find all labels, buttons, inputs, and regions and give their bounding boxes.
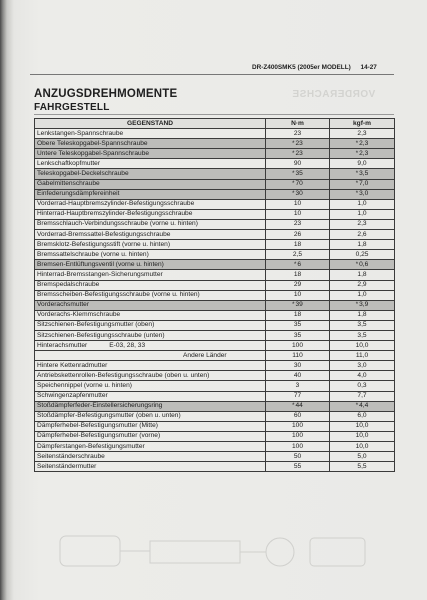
nm-cell bbox=[266, 341, 330, 351]
table-row bbox=[35, 300, 395, 310]
kgfm-value: * 0,6 bbox=[356, 261, 369, 268]
item-cell bbox=[35, 401, 266, 411]
table-row bbox=[35, 169, 395, 179]
nm-cell bbox=[266, 149, 330, 159]
torque-table bbox=[34, 118, 395, 472]
nm-value: 110 bbox=[292, 351, 303, 359]
item-cell bbox=[35, 411, 266, 421]
table-row bbox=[35, 431, 395, 441]
nm-cell bbox=[266, 442, 330, 452]
table-row bbox=[35, 139, 395, 149]
kgfm-value: * 2,3 bbox=[356, 150, 369, 157]
kgfm-cell bbox=[330, 129, 395, 139]
kgfm-cell bbox=[330, 230, 395, 240]
nm-cell bbox=[266, 452, 330, 462]
kgfm-value: 10,0 bbox=[355, 341, 369, 349]
kgfm-value: 2,3 bbox=[357, 129, 367, 137]
item-label: Bremssattelschraube (vorne u. hinten) bbox=[37, 250, 149, 258]
nm-value: 100 bbox=[291, 341, 303, 349]
kgfm-value: 3,0 bbox=[357, 361, 367, 369]
kgfm-value: 2,3 bbox=[357, 220, 367, 228]
item-label: Bremspedalschraube bbox=[37, 281, 100, 289]
kgfm-cell bbox=[330, 381, 395, 391]
nm-cell bbox=[266, 260, 330, 270]
item-label: Dämpferhebel-Befestigungsmutter (Mitte) bbox=[37, 422, 158, 430]
kgfm-cell bbox=[330, 452, 395, 462]
kgfm-value: 2,9 bbox=[357, 281, 367, 289]
kgfm-value: 2,6 bbox=[357, 230, 367, 238]
nm-value: 30 bbox=[293, 361, 302, 369]
kgfm-cell bbox=[330, 209, 395, 219]
nm-cell bbox=[266, 209, 330, 219]
nm-cell bbox=[266, 189, 330, 199]
item-cell bbox=[35, 270, 266, 280]
item-sublabel: E-03, 28, 33 bbox=[109, 341, 146, 349]
kgfm-cell bbox=[330, 361, 395, 371]
nm-cell bbox=[266, 290, 330, 300]
table-row bbox=[35, 330, 395, 340]
kgfm-cell bbox=[330, 240, 395, 250]
item-label: Gabelmittenschraube bbox=[37, 180, 100, 188]
kgfm-value: * 3,0 bbox=[356, 190, 369, 197]
table-row bbox=[35, 290, 395, 300]
nm-value: * 30 bbox=[292, 190, 303, 197]
nm-value: 2,5 bbox=[292, 250, 303, 258]
nm-cell bbox=[266, 270, 330, 280]
item-cell bbox=[35, 351, 266, 361]
nm-cell bbox=[266, 169, 330, 179]
item-label: Bremsklotz-Befestigungsstift (vorne u. hinten) bbox=[37, 240, 171, 248]
kgfm-value: * 7,0 bbox=[356, 180, 369, 187]
kgfm-cell bbox=[330, 411, 395, 421]
nm-cell bbox=[266, 361, 330, 371]
nm-value: 10 bbox=[293, 200, 302, 208]
kgfm-cell bbox=[330, 371, 395, 381]
item-label: Schwingenzapfenmutter bbox=[37, 392, 108, 400]
item-cell bbox=[35, 320, 266, 330]
nm-value: * 35 bbox=[292, 170, 303, 177]
nm-value: 10 bbox=[293, 210, 302, 218]
nm-cell bbox=[266, 139, 330, 149]
kgfm-cell bbox=[330, 330, 395, 340]
table-row bbox=[35, 411, 395, 421]
kgfm-value: 0,3 bbox=[357, 381, 367, 389]
item-label: Antriebskettenrollen-Befestigungsschraube (oben u. unten) bbox=[37, 371, 210, 379]
table-row bbox=[35, 341, 395, 351]
table-row bbox=[35, 199, 395, 209]
kgfm-value: 10,0 bbox=[355, 432, 369, 440]
table-row bbox=[35, 310, 395, 320]
nm-value: 10 bbox=[293, 291, 302, 299]
page-number: 14-27 bbox=[360, 64, 377, 71]
item-cell bbox=[35, 250, 266, 260]
column-header-nm: N·m bbox=[266, 119, 330, 129]
table-row bbox=[35, 250, 395, 260]
kgfm-cell bbox=[330, 421, 395, 431]
kgfm-cell bbox=[330, 270, 395, 280]
kgfm-value: * 3,9 bbox=[356, 301, 369, 308]
kgfm-cell bbox=[330, 401, 395, 411]
nm-cell bbox=[266, 240, 330, 250]
nm-cell bbox=[266, 129, 330, 139]
item-cell bbox=[35, 169, 266, 179]
item-label: Hinterrad-Hauptbremszylinder-Befestigungsschraube bbox=[37, 210, 193, 218]
kgfm-cell bbox=[330, 320, 395, 330]
model-label: DR-Z400SMK5 (2005er MODELL) bbox=[252, 64, 351, 71]
item-label: Dämpferhebel-Befestigungsmutter (vorne) bbox=[37, 432, 161, 440]
nm-value: 90 bbox=[293, 159, 302, 167]
item-label: Bremsen-Entlüftungsventil (vorne u. hinten) bbox=[37, 260, 164, 268]
kgfm-cell bbox=[330, 341, 395, 351]
item-label: Dämpferstangen-Befestigungsmutter bbox=[37, 442, 145, 450]
item-label: Bremsscheiben-Befestigungsschraube (vorne u. hinten) bbox=[37, 291, 200, 299]
item-cell bbox=[35, 391, 266, 401]
kgfm-cell bbox=[330, 431, 395, 441]
table-row bbox=[35, 230, 395, 240]
kgfm-value: 11,0 bbox=[355, 351, 369, 359]
table-row bbox=[35, 129, 395, 139]
kgfm-value: 1,8 bbox=[357, 270, 367, 278]
table-row bbox=[35, 401, 395, 411]
kgfm-cell bbox=[330, 199, 395, 209]
item-label: Teleskopgabel-Deckelschraube bbox=[37, 170, 129, 178]
nm-value: 18 bbox=[293, 311, 302, 319]
page-header bbox=[252, 64, 377, 71]
kgfm-value: * 3,5 bbox=[356, 170, 369, 177]
nm-value: * 6 bbox=[294, 261, 301, 268]
item-cell bbox=[35, 139, 266, 149]
kgfm-cell bbox=[330, 442, 395, 452]
table-row bbox=[35, 260, 395, 270]
item-label: Bremsschlauch-Verbindungsschraube (vorne u. hinten) bbox=[37, 220, 198, 228]
kgfm-cell bbox=[330, 290, 395, 300]
table-row bbox=[35, 280, 395, 290]
item-cell bbox=[35, 179, 266, 189]
kgfm-value: 6,0 bbox=[357, 412, 367, 420]
table-row bbox=[35, 371, 395, 381]
item-label: Vorderachsmutter bbox=[37, 301, 90, 309]
item-cell bbox=[35, 209, 266, 219]
nm-value: * 44 bbox=[292, 402, 303, 409]
nm-value: 26 bbox=[293, 230, 302, 238]
nm-value: 55 bbox=[293, 462, 302, 470]
nm-cell bbox=[266, 179, 330, 189]
header-rule bbox=[30, 74, 394, 75]
item-cell bbox=[35, 199, 266, 209]
item-label: Speichennippel (vorne u. hinten) bbox=[37, 381, 132, 389]
nm-value: * 39 bbox=[292, 301, 303, 308]
item-cell bbox=[35, 330, 266, 340]
table-row bbox=[35, 179, 395, 189]
nm-cell bbox=[266, 199, 330, 209]
table-header-row bbox=[35, 119, 395, 129]
kgfm-cell bbox=[330, 139, 395, 149]
item-label: Hinterachsmutter bbox=[37, 341, 88, 349]
item-cell bbox=[35, 361, 266, 371]
item-label: Seitenständerschraube bbox=[37, 452, 105, 460]
item-label: Obere Teleskopgabel-Spannschraube bbox=[37, 139, 148, 147]
kgfm-value: 3,5 bbox=[357, 331, 367, 339]
section-title: FAHRGESTELL bbox=[34, 102, 110, 113]
item-label: Hintere Kettenradmutter bbox=[37, 361, 108, 369]
kgfm-cell bbox=[330, 300, 395, 310]
item-cell bbox=[35, 240, 266, 250]
nm-cell bbox=[266, 401, 330, 411]
kgfm-value: * 4,4 bbox=[356, 402, 369, 409]
nm-cell bbox=[266, 411, 330, 421]
nm-cell bbox=[266, 381, 330, 391]
table-row bbox=[35, 391, 395, 401]
kgfm-cell bbox=[330, 179, 395, 189]
kgfm-cell bbox=[330, 149, 395, 159]
table-row bbox=[35, 351, 395, 361]
nm-value: * 23 bbox=[292, 140, 303, 147]
nm-value: 50 bbox=[293, 452, 302, 460]
table-row bbox=[35, 270, 395, 280]
table-row bbox=[35, 462, 395, 472]
nm-value: 29 bbox=[293, 281, 302, 289]
item-cell bbox=[35, 159, 266, 169]
table-row bbox=[35, 240, 395, 250]
kgfm-cell bbox=[330, 462, 395, 472]
nm-cell bbox=[266, 250, 330, 260]
nm-value: 23 bbox=[293, 129, 302, 137]
kgfm-value: 10,0 bbox=[355, 422, 369, 430]
nm-cell bbox=[266, 330, 330, 340]
kgfm-value: 0,25 bbox=[355, 250, 369, 258]
kgfm-value: 5,0 bbox=[357, 452, 367, 460]
item-label: Vorderrad-Hauptbremszylinder-Befestigungsschraube bbox=[37, 200, 195, 208]
table-row bbox=[35, 421, 395, 431]
item-cell bbox=[35, 149, 266, 159]
item-label: Vorderrad-Bremssattel-Befestigungsschraube bbox=[37, 230, 171, 238]
kgfm-cell bbox=[330, 189, 395, 199]
table-row bbox=[35, 442, 395, 452]
nm-value: 35 bbox=[293, 331, 302, 339]
kgfm-value: 1,0 bbox=[357, 291, 367, 299]
item-cell bbox=[35, 280, 266, 290]
nm-value: 100 bbox=[291, 422, 303, 430]
item-label: Sitzschienen-Befestigungsmutter (oben) bbox=[37, 321, 155, 329]
show-through-text: VORDERACHSE bbox=[292, 89, 376, 100]
kgfm-cell bbox=[330, 250, 395, 260]
nm-value: 18 bbox=[293, 270, 302, 278]
item-cell bbox=[35, 442, 266, 452]
kgfm-cell bbox=[330, 159, 395, 169]
kgfm-cell bbox=[330, 391, 395, 401]
nm-value: 18 bbox=[293, 240, 302, 248]
kgfm-cell bbox=[330, 351, 395, 361]
kgfm-value: 9,0 bbox=[357, 159, 367, 167]
kgfm-value: 7,7 bbox=[357, 392, 367, 400]
table-row bbox=[35, 159, 395, 169]
table-body bbox=[35, 129, 395, 472]
table-row bbox=[35, 320, 395, 330]
kgfm-value: * 2,3 bbox=[356, 140, 369, 147]
item-cell bbox=[35, 371, 266, 381]
nm-cell bbox=[266, 391, 330, 401]
nm-cell bbox=[266, 159, 330, 169]
nm-cell bbox=[266, 421, 330, 431]
nm-value: 23 bbox=[293, 220, 302, 228]
table-row bbox=[35, 452, 395, 462]
kgfm-value: 10,0 bbox=[355, 442, 369, 450]
nm-cell bbox=[266, 300, 330, 310]
faint-diagram bbox=[40, 516, 390, 596]
item-cell bbox=[35, 129, 266, 139]
kgfm-value: 5,5 bbox=[357, 462, 367, 470]
table-row bbox=[35, 361, 395, 371]
table-row bbox=[35, 381, 395, 391]
nm-value: 40 bbox=[293, 371, 302, 379]
kgfm-value: 4,0 bbox=[357, 371, 367, 379]
nm-cell bbox=[266, 371, 330, 381]
kgfm-cell bbox=[330, 260, 395, 270]
item-cell bbox=[35, 431, 266, 441]
column-header-kgfm: kgf-m bbox=[330, 119, 395, 129]
nm-cell bbox=[266, 280, 330, 290]
nm-value: * 70 bbox=[292, 180, 303, 187]
nm-cell bbox=[266, 351, 330, 361]
item-cell bbox=[35, 260, 266, 270]
item-label: Untere Teleskopgabel-Spannschraube bbox=[37, 149, 150, 157]
nm-cell bbox=[266, 431, 330, 441]
nm-cell bbox=[266, 310, 330, 320]
item-label: Lenkstangen-Spannschraube bbox=[37, 129, 124, 137]
nm-cell bbox=[266, 219, 330, 229]
nm-cell bbox=[266, 462, 330, 472]
kgfm-value: 1,8 bbox=[357, 311, 367, 319]
nm-value: 77 bbox=[293, 392, 302, 400]
nm-value: * 23 bbox=[292, 150, 303, 157]
item-label: Stoßdämpferfeder-Einstellersicherungsring bbox=[37, 402, 163, 410]
item-cell bbox=[35, 381, 266, 391]
kgfm-cell bbox=[330, 169, 395, 179]
item-cell bbox=[35, 290, 266, 300]
item-cell bbox=[35, 219, 266, 229]
item-cell bbox=[35, 300, 266, 310]
item-cell bbox=[35, 421, 266, 431]
item-cell bbox=[35, 341, 266, 351]
nm-cell bbox=[266, 230, 330, 240]
table-row bbox=[35, 149, 395, 159]
nm-value: 3 bbox=[295, 381, 300, 389]
section-rule bbox=[34, 114, 394, 115]
item-label: Einfederungsdämpfereinheit bbox=[37, 190, 120, 198]
nm-cell bbox=[266, 320, 330, 330]
table-row bbox=[35, 209, 395, 219]
item-label: Lenkschaftkopfmutter bbox=[37, 159, 101, 167]
nm-value: 35 bbox=[293, 321, 302, 329]
kgfm-value: 1,8 bbox=[357, 240, 367, 248]
item-cell bbox=[35, 310, 266, 320]
kgfm-value: 1,0 bbox=[357, 210, 367, 218]
column-header-item: GEGENSTAND bbox=[35, 119, 266, 129]
item-label: Vorderachs-Klemmschraube bbox=[37, 311, 121, 319]
item-cell bbox=[35, 462, 266, 472]
item-label: Seitenständermutter bbox=[37, 462, 97, 470]
item-label: Sitzschienen-Befestigungsschraube (unten) bbox=[37, 331, 165, 339]
item-label: Stoßdämpfer-Befestigungsmutter (oben u. unten) bbox=[37, 412, 181, 420]
item-cell bbox=[35, 189, 266, 199]
nm-value: 100 bbox=[291, 442, 303, 450]
item-cell bbox=[35, 452, 266, 462]
table-row bbox=[35, 189, 395, 199]
item-label: Hinterrad-Bremsstangen-Sicherungsmutter bbox=[37, 270, 163, 278]
item-sublabel: Andere Länder bbox=[183, 351, 227, 359]
kgfm-cell bbox=[330, 310, 395, 320]
item-cell bbox=[35, 230, 266, 240]
kgfm-cell bbox=[330, 219, 395, 229]
page-title: ANZUGSDREHMOMENTE bbox=[34, 88, 178, 100]
nm-value: 100 bbox=[291, 432, 303, 440]
kgfm-cell bbox=[330, 280, 395, 290]
kgfm-value: 3,5 bbox=[357, 321, 367, 329]
nm-value: 60 bbox=[293, 412, 302, 420]
table-row bbox=[35, 219, 395, 229]
kgfm-value: 1,0 bbox=[357, 200, 367, 208]
